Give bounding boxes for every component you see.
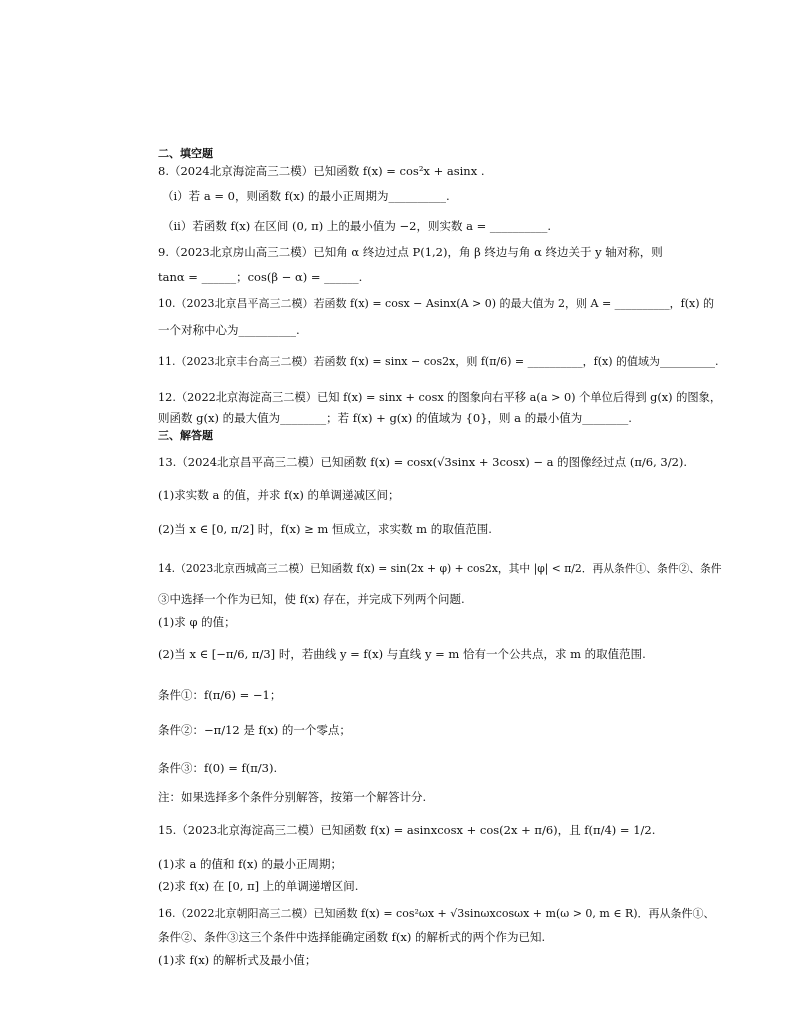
question-13-part-2: (2)当 x ∈ [0, π/2] 时，f(x) ≥ m 恒成立，求实数 m 的取值范围. xyxy=(158,522,492,536)
condition-1: 条件①：f(π/6) = −1； xyxy=(158,688,282,702)
question-15-part-2: (2)求 f(x) 在 [0, π] 上的单调递增区间. xyxy=(158,879,359,893)
question-14-line-2: ③中选择一个作为已知，使 f(x) 存在，并完成下列两个问题. xyxy=(158,592,465,606)
question-15: 15.（2023北京海淀高三二模）已知函数 f(x) = asinxcosx + cos(2x + π/6)，且 f(π/4) = 1/2. xyxy=(158,823,656,837)
question-10-line-1: 10.（2023北京昌平高三二模）若函数 f(x) = cosx − Asinx(A > 0) 的最大值为 2，则 A = __________，f(x) 的 xyxy=(158,297,715,310)
question-11: 11.（2023北京丰台高三二模）若函数 f(x) = sinx − cos2x，则 f(π/6) = __________，f(x) 的值域为__________. xyxy=(158,355,719,368)
question-9-line-2: tanα = ______；cos(β − α) = ______. xyxy=(158,270,363,284)
question-16-line-1: 16.（2022北京朝阳高三二模）已知函数 f(x) = cos²ωx + √3sinωxcosωx + m(ω > 0, m ∈ R)．再从条件①、 xyxy=(158,907,715,920)
condition-2: 条件②：−π/12 是 f(x) 的一个零点； xyxy=(158,723,351,737)
question-13-part-1: (1)求实数 a 的值，并求 f(x) 的单调递减区间； xyxy=(158,488,400,502)
question-8-part-i: （i）若 a = 0，则函数 f(x) 的最小正周期为__________. xyxy=(162,189,450,203)
question-8-part-ii: （ii）若函数 f(x) 在区间 (0, π) 上的最小值为 −2，则实数 a = __________. xyxy=(162,219,552,233)
section-heading-solve: 三、解答题 xyxy=(158,429,213,442)
section-heading-fill-blank: 二、填空题 xyxy=(158,147,213,160)
question-16-line-2: 条件②、条件③这三个条件中选择能确定函数 f(x) 的解析式的两个作为已知. xyxy=(158,930,546,944)
question-12-line-1: 12.（2022北京海淀高三二模）已知 f(x) = sinx + cosx 的图象向右平移 a(a > 0) 个单位后得到 g(x) 的图象， xyxy=(158,391,722,404)
condition-3: 条件③：f(0) = f(π/3). xyxy=(158,761,278,775)
question-15-part-1: (1)求 a 的值和 f(x) 的最小正周期； xyxy=(158,857,342,871)
question-8-stem: 8.（2024北京海淀高三二模）已知函数 f(x) = cos²x + asinx . xyxy=(158,164,485,178)
question-14-part-1: (1)求 φ 的值； xyxy=(158,615,236,629)
question-16-part-1: (1)求 f(x) 的解析式及最小值； xyxy=(158,953,317,967)
question-9-line-1: 9.（2023北京房山高三二模）已知角 α 终边过点 P(1,2)，角 β 终边与角 α 终边关于 y 轴对称，则 xyxy=(158,245,663,259)
question-14-part-2: (2)当 x ∈ [−π/6, π/3] 时，若曲线 y = f(x) 与直线 y = m 恰有一个公共点，求 m 的取值范围. xyxy=(158,647,646,661)
note: 注：如果选择多个条件分别解答，按第一个解答计分. xyxy=(158,790,427,804)
question-14-line-1: 14.（2023北京西城高三二模）已知函数 f(x) = sin(2x + φ) + cos2x，其中 |φ| < π/2．再从条件①、条件②、条件 xyxy=(158,562,722,575)
question-10-line-2: 一个对称中心为__________. xyxy=(158,323,300,337)
question-13: 13.（2024北京昌平高三二模）已知函数 f(x) = cosx(√3sinx + 3cosx) − a 的图像经过点 (π/6, 3/2). xyxy=(158,455,688,469)
question-12-line-2: 则函数 g(x) 的最大值为________；若 f(x) + g(x) 的值域为 {0}，则 a 的最小值为________. xyxy=(158,411,632,425)
